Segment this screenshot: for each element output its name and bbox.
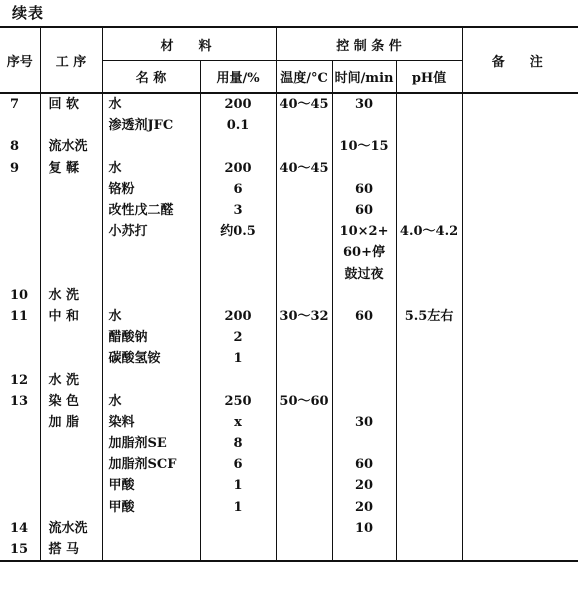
cell-seq: 8 <box>10 139 20 155</box>
cell-remarks <box>462 327 578 348</box>
header-ph: pH值 <box>396 61 462 94</box>
cell-seq <box>0 454 40 475</box>
cell-temp <box>276 433 332 454</box>
table-row <box>0 412 578 433</box>
cell-remarks <box>462 179 578 200</box>
cell-dosage: 1 <box>200 475 276 496</box>
cell-time: 30 <box>332 93 396 115</box>
cell-temp: 30～32 <box>276 306 332 327</box>
cell-remarks <box>462 158 578 179</box>
cell-seq: 7 <box>10 97 20 113</box>
table-row <box>0 369 578 390</box>
cell-dosage: 6 <box>200 454 276 475</box>
cell-time: 鼓过夜 <box>332 264 396 285</box>
cell-temp <box>276 475 332 496</box>
table-caption: 续表 <box>12 4 45 22</box>
cell-seq: 14 <box>10 520 29 536</box>
cell-ph: 5.5左右 <box>396 306 462 327</box>
cell-seq: 13 <box>10 393 29 409</box>
table-row <box>0 136 578 157</box>
cell-process: 水 洗 <box>40 369 102 390</box>
cell-temp <box>276 242 332 263</box>
cell-ph <box>396 115 462 136</box>
cell-temp <box>276 412 332 433</box>
cell-ph <box>396 158 462 179</box>
cell-remarks <box>462 264 578 285</box>
cell-ph <box>396 285 462 306</box>
cell-time: 60 <box>332 306 396 327</box>
cell-dosage: 8 <box>200 433 276 454</box>
cell-process <box>40 200 102 221</box>
cell-process <box>40 475 102 496</box>
header-seq: 序号 <box>0 27 40 93</box>
cell-time <box>332 158 396 179</box>
table-row <box>0 200 578 221</box>
cell-process <box>40 433 102 454</box>
cell-material: 醋酸钠 <box>102 327 200 348</box>
cell-time <box>332 539 396 561</box>
cell-dosage: 200 <box>200 306 276 327</box>
cell-ph <box>396 497 462 518</box>
cell-time <box>332 391 396 412</box>
cell-seq <box>0 200 40 221</box>
cell-dosage: 0.1 <box>200 115 276 136</box>
table-row <box>0 115 578 136</box>
cell-dosage: 250 <box>200 391 276 412</box>
cell-material: 铬粉 <box>102 179 200 200</box>
cell-process <box>40 454 102 475</box>
header-temp: 温度/°C <box>276 61 332 94</box>
cell-time: 60 <box>332 179 396 200</box>
cell-process <box>40 264 102 285</box>
header-materials: 材 料 <box>102 27 276 61</box>
cell-time: 60 <box>332 200 396 221</box>
cell-time: 10～15 <box>332 136 396 157</box>
cell-remarks <box>462 433 578 454</box>
header-remarks: 备 注 <box>462 27 578 93</box>
cell-time <box>332 433 396 454</box>
table-row <box>0 221 578 242</box>
cell-dosage <box>200 369 276 390</box>
cell-remarks <box>462 475 578 496</box>
cell-temp: 40～45 <box>276 93 332 115</box>
cell-temp <box>276 518 332 539</box>
cell-ph <box>396 539 462 561</box>
table-row <box>0 433 578 454</box>
cell-temp <box>276 264 332 285</box>
cell-ph <box>396 242 462 263</box>
cell-remarks <box>462 285 578 306</box>
table-row <box>0 93 578 115</box>
cell-process <box>40 242 102 263</box>
cell-material <box>102 369 200 390</box>
cell-material: 甲酸 <box>102 497 200 518</box>
cell-seq: 12 <box>10 372 29 388</box>
cell-process <box>40 179 102 200</box>
cell-dosage <box>200 539 276 561</box>
cell-seq <box>0 433 40 454</box>
table-row <box>0 242 578 263</box>
cell-seq: 9 <box>10 160 20 176</box>
table-row <box>0 454 578 475</box>
cell-temp <box>276 221 332 242</box>
cell-seq <box>0 242 40 263</box>
cell-material <box>102 539 200 561</box>
cell-temp <box>276 539 332 561</box>
cell-dosage <box>200 242 276 263</box>
cell-temp <box>276 136 332 157</box>
cell-ph <box>396 412 462 433</box>
cell-dosage <box>200 518 276 539</box>
table-row <box>0 348 578 369</box>
cell-material: 小苏打 <box>102 221 200 242</box>
cell-time <box>332 115 396 136</box>
table-row <box>0 285 578 306</box>
cell-remarks <box>462 221 578 242</box>
cell-seq <box>0 179 40 200</box>
cell-ph <box>396 475 462 496</box>
cell-process: 中 和 <box>40 306 102 327</box>
cell-temp <box>276 179 332 200</box>
cell-time <box>332 348 396 369</box>
cell-temp: 40～45 <box>276 158 332 179</box>
table-row <box>0 475 578 496</box>
cell-process <box>40 221 102 242</box>
cell-material: 渗透剂JFC <box>102 115 200 136</box>
table-row <box>0 497 578 518</box>
cell-ph <box>396 433 462 454</box>
cell-ph <box>396 200 462 221</box>
cell-dosage: 2 <box>200 327 276 348</box>
cell-temp <box>276 200 332 221</box>
cell-material: 加脂剂SCF <box>102 454 200 475</box>
cell-temp <box>276 454 332 475</box>
cell-ph <box>396 454 462 475</box>
cell-material <box>102 518 200 539</box>
cell-material: 加脂剂SE <box>102 433 200 454</box>
header-name: 名 称 <box>102 61 200 94</box>
cell-seq <box>0 327 40 348</box>
cell-remarks <box>462 115 578 136</box>
cell-ph <box>396 518 462 539</box>
cell-material: 水 <box>102 391 200 412</box>
cell-remarks <box>462 136 578 157</box>
cell-material: 水 <box>102 306 200 327</box>
cell-temp: 50～60 <box>276 391 332 412</box>
cell-time: 20 <box>332 475 396 496</box>
header-process: 工 序 <box>40 27 102 93</box>
cell-process <box>40 497 102 518</box>
cell-remarks <box>462 454 578 475</box>
cell-ph <box>396 327 462 348</box>
cell-material: 染料 <box>102 412 200 433</box>
cell-temp <box>276 497 332 518</box>
cell-ph <box>396 348 462 369</box>
cell-remarks <box>462 391 578 412</box>
cell-ph: 4.0～4.2 <box>396 221 462 242</box>
table-body <box>0 93 578 561</box>
cell-process: 水 洗 <box>40 285 102 306</box>
cell-material <box>102 264 200 285</box>
cell-time <box>332 369 396 390</box>
header-time: 时间/min <box>332 61 396 94</box>
cell-remarks <box>462 539 578 561</box>
cell-remarks <box>462 93 578 115</box>
cell-material: 碳酸氢铵 <box>102 348 200 369</box>
cell-time: 60 <box>332 454 396 475</box>
table-row <box>0 158 578 179</box>
table-row <box>0 264 578 285</box>
cell-dosage <box>200 264 276 285</box>
cell-time: 60+停 <box>332 242 396 263</box>
table-row <box>0 327 578 348</box>
cell-seq <box>0 412 40 433</box>
cell-material <box>102 136 200 157</box>
cell-process <box>40 327 102 348</box>
cell-ph <box>396 136 462 157</box>
table-row <box>0 391 578 412</box>
cell-remarks <box>462 200 578 221</box>
header-dosage: 用量/% <box>200 61 276 94</box>
cell-material: 改性戊二醛 <box>102 200 200 221</box>
cell-ph <box>396 391 462 412</box>
cell-material: 水 <box>102 93 200 115</box>
cell-remarks <box>462 497 578 518</box>
cell-dosage: 1 <box>200 497 276 518</box>
cell-dosage <box>200 285 276 306</box>
cell-dosage: 3 <box>200 200 276 221</box>
cell-temp <box>276 115 332 136</box>
cell-process: 流水洗 <box>40 136 102 157</box>
table-row <box>0 306 578 327</box>
cell-dosage: 6 <box>200 179 276 200</box>
cell-process: 回 软 <box>40 93 102 115</box>
cell-time <box>332 327 396 348</box>
cell-dosage: 200 <box>200 158 276 179</box>
cell-ph <box>396 369 462 390</box>
cell-material <box>102 242 200 263</box>
cell-time: 20 <box>332 497 396 518</box>
cell-ph <box>396 93 462 115</box>
cell-process: 染 色 <box>40 391 102 412</box>
header-control: 控 制 条 件 <box>276 27 462 61</box>
cell-material <box>102 285 200 306</box>
cell-remarks <box>462 348 578 369</box>
cell-ph <box>396 179 462 200</box>
cell-process: 流水洗 <box>40 518 102 539</box>
table-row <box>0 179 578 200</box>
cell-process <box>40 115 102 136</box>
cell-seq: 15 <box>0 539 40 561</box>
cell-time: 10 <box>332 518 396 539</box>
cell-remarks <box>462 518 578 539</box>
cell-material: 甲酸 <box>102 475 200 496</box>
cell-process: 加 脂 <box>40 412 102 433</box>
cell-seq <box>0 115 40 136</box>
cell-temp <box>276 348 332 369</box>
cell-temp <box>276 285 332 306</box>
cell-ph <box>396 264 462 285</box>
cell-dosage: 200 <box>200 93 276 115</box>
cell-temp <box>276 327 332 348</box>
cell-seq <box>0 221 40 242</box>
cell-remarks <box>462 242 578 263</box>
cell-seq <box>0 475 40 496</box>
cell-process: 复 鞣 <box>40 158 102 179</box>
cell-dosage: 1 <box>200 348 276 369</box>
cell-remarks <box>462 306 578 327</box>
cell-dosage <box>200 136 276 157</box>
table-row <box>0 539 578 561</box>
cell-seq: 11 <box>10 308 29 324</box>
cell-time: 30 <box>332 412 396 433</box>
cell-seq: 10 <box>10 287 29 303</box>
cell-dosage: x <box>200 412 276 433</box>
cell-temp <box>276 369 332 390</box>
cell-material: 水 <box>102 158 200 179</box>
cell-time: 10×2+ <box>332 221 396 242</box>
cell-seq <box>0 497 40 518</box>
cell-process <box>40 348 102 369</box>
table-row <box>0 518 578 539</box>
cell-process: 搭 马 <box>40 539 102 561</box>
process-table <box>0 26 578 562</box>
cell-seq <box>0 348 40 369</box>
cell-remarks <box>462 412 578 433</box>
cell-remarks <box>462 369 578 390</box>
cell-dosage: 约0.5 <box>200 221 276 242</box>
cell-time <box>332 285 396 306</box>
cell-seq <box>0 264 40 285</box>
